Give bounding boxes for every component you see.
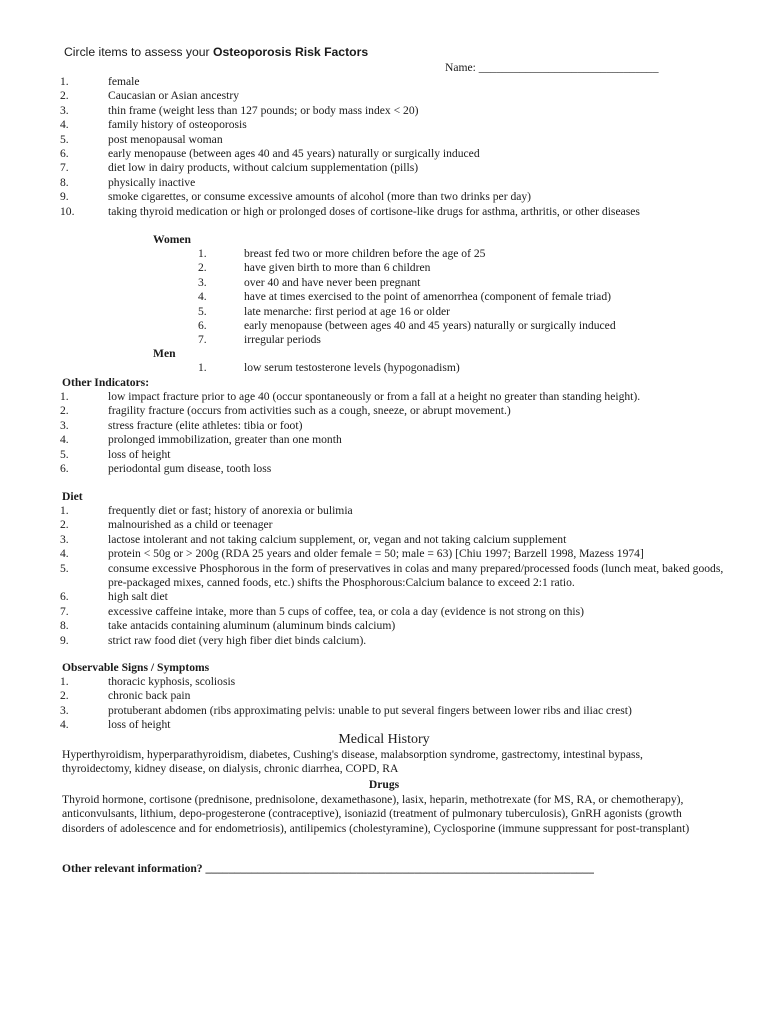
list-item[interactable]: 8. take antacids containing aluminum (aluminum binds calcium) (60, 619, 396, 633)
list-item[interactable]: 7. excessive caffeine intake, more than 5 cups of coffee, tea, or cola a day (evidence is not strong on this) (60, 604, 585, 618)
list-item[interactable]: 2. malnourished as a child or teenager (60, 518, 273, 532)
list-item[interactable]: 6. high salt diet (60, 590, 168, 604)
diet-heading: Diet (62, 490, 83, 503)
list-item[interactable]: 1. frequently diet or fast; history of anorexia or bulimia (60, 504, 353, 517)
page-title (64, 45, 368, 59)
list-item[interactable]: 9. strict raw food diet (very high fiber diet binds calcium). (60, 633, 367, 647)
title-intro: Circle items to assess your (64, 45, 213, 59)
list-item[interactable]: 4. protein < 50g or > 200g (RDA 25 years and older female = 50; male = 63) [Chiu 1997; Barzell 1998, Mazess 1974] (60, 547, 644, 561)
list-item[interactable]: 3. lactose intolerant and not taking calcium supplement, or, vegan and not taking calcium supplement (60, 532, 567, 546)
title-bold: Osteoporosis Risk Factors (213, 45, 369, 59)
medical-history-text: Hyperthyroidism, hyperparathyroidism, diabetes, Cushing's disease, malabsorption syndrome, gastrectomy, intestinal bypass, thyroidectomy, kidney disease, on dialysis, chronic diarrhea, COPD, RA (62, 748, 643, 776)
name-field[interactable]: Name: _______________________________ (445, 61, 659, 74)
drugs-text: Thyroid hormone, cortisone (prednisone, prednisolone, dexamethasone), lasix, heparin, methotrexate (for MS, RA, or chemotherapy), anticonvulsants, lithium, depo-progesterone (contraceptive), isoniazid (treatment of pulmonary tuberculosis), GnRH agonists (growth disorders of adolescence and for endometriosis), antilipemics (cholestyramine), Cyclosporine (immune suppressant for post-transplant) (62, 793, 690, 835)
list-item[interactable]: 5. consume excessive Phosphorous in the form of preservatives in colas and many prepared/processed foods (lunch meat, baked goods, pre-packaged mixes, canned foods, etc.) shifts the Phosphorous:Calcium balance to exceed 2:1 ratio. (60, 561, 724, 589)
men-heading: Men (153, 347, 176, 360)
other-indicators-heading: Other Indicators: (62, 376, 150, 389)
diet-list (60, 504, 738, 648)
women-heading: Women (153, 233, 192, 246)
other-info-field[interactable]: Other relevant information? ___________________________________________________________________ (62, 862, 594, 875)
signs-heading: Observable Signs / Symptoms (62, 661, 210, 674)
medical-history-heading: Medical History (338, 732, 430, 747)
drugs-heading: Drugs (368, 778, 400, 791)
document-page: Circle items to assess your Osteoporosis Risk Factors Name: _______________________________ 1. female 2. Caucasian or Asian ancestry 3. thin frame (weight less than 127 pounds; or body mass index < 20) 4. family history of osteoporosis 5. post menopausal woman 6. early menopause (between ages 40 and 45 years) naturally or surgically induced 7. diet low in dairy products, without calcium supplementation (pills) 8. physically inactive 9. smoke cigarettes, or consume excessive amounts of alcohol (more than two drinks per day) 10. taking thyroid medication or high or prolonged doses of cortisone-like drugs for asthma, arthritis, or other diseases Women 1. breast fed two or more children before the age of 25 2. have given birth to more than 6 children 3. over 40 and have never been pregnant 4. have at times exercised to the point of amenorrhea (component of female triad) 5. late menarche: first period at age 16 or older 6. early menopause (between ages 40 and 45 years) naturally or surgically induced 7. irregular periods Men 1. low serum testosterone levels (hypogonadism) Other Indicators: 1. low impact fracture prior to age 40 (occur spontaneously or from a fall at a height no greater than standing height). 2. fragility fracture (occurs from activities such as a cough, sneeze, or abrupt movement.) 3. stress fracture (elite athletes: tibia or foot) 4. prolonged immobilization, greater than one month 5. loss of height 6. periodontal gum disease, tooth loss Diet 1. frequently diet or fast; history of anorexia or bulimia 2. malnourished as a child or teenager 3. lactose intolerant and not taking calcium supplement, or, vegan and not taking calcium supplement 4. protein < 50g or > 200g (RDA 25 years and older female = 50; male = 63) [Chiu 1997; Barzell 1998, Mazess 1974] 5. consume excessive Phosphorous in the form of preservatives in colas and many prepared/processed foods (lunch meat, baked goods, pre-packaged mixes, canned foods, etc.) shifts the Phosphorous:Calcium balance to exceed 2:1 ratio. 6. high salt diet 7. excessive caffeine intake, more than 5 cups of coffee, tea, or cola a day (evidence is not strong on this) 8. take antacids containing aluminum (aluminum binds calcium) 9. strict raw food diet (very high fiber diet binds calcium). Observable Signs / Symptoms 1. thoracic kyphosis, scoliosis 2. chronic back pain 3. protuberant abdomen (ribs approximating pelvis: unable to put several fingers between lower ribs and iliac crest) 4. loss of height Medical History Hyperthyroidism, hyperparathyroidism, diabetes, Cushing's disease, malabsorption syndrome, gastrectomy, intestinal bypass, thyroidectomy, kidney disease, on dialysis, chronic diarrhea, COPD, RA Drugs Thyroid hormone, cortisone (prednisone, prednisolone, dexamethasone), lasix, heparin, methotrexate (for MS, RA, or chemotherapy), anticonvulsants, lithium, depo-progesterone (contraceptive), isoniazid (treatment of pulmonary tuberculosis), GnRH agonists (growth disorders of adolescence and for endometriosis), antilipemics (cholestyramine), Cyclosporine (immune suppressant for post-transplant) Other relevant information? ___________________________________________________________________ (0, 0, 768, 1024)
